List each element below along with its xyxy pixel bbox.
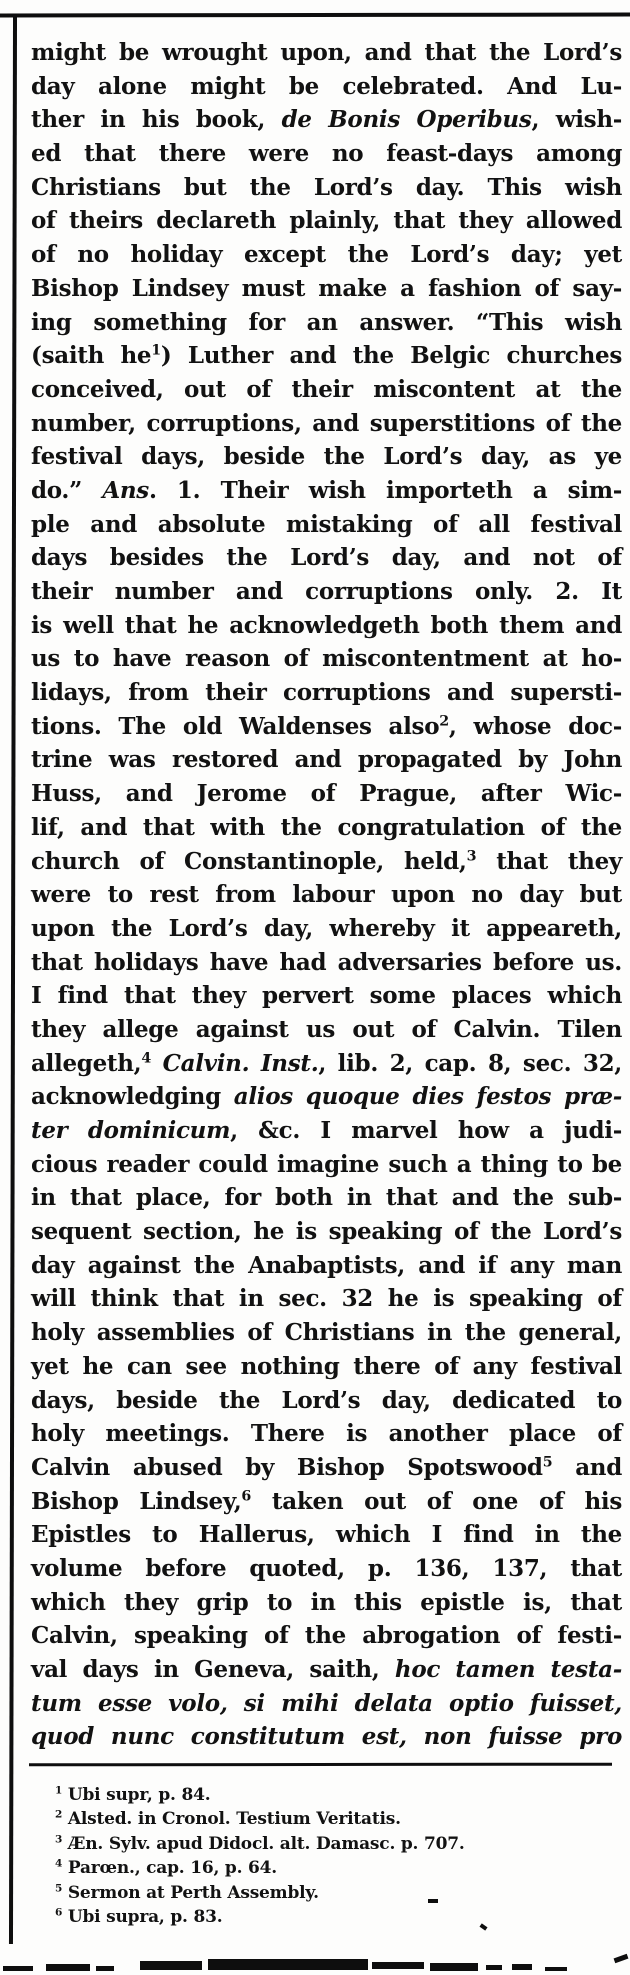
text-line: trine was restored and propagated by John — [31, 746, 622, 774]
footnote-reference: 4 — [141, 1049, 152, 1066]
scan-artifact — [208, 1959, 368, 1970]
text-line: ed that there were no feast-days among — [31, 140, 622, 168]
footnote-marker: 1 — [55, 1784, 63, 1797]
text-line: sequent section, he is speaking of the Lord’s — [31, 1218, 622, 1246]
scan-artifact — [545, 1967, 567, 1971]
text-line: quod nunc constitutum est, non fuisse pro — [31, 1723, 622, 1751]
text-line: I find that they pervert some places which — [31, 982, 622, 1010]
text-line: Calvin, speaking of the abrogation of festi- — [31, 1622, 622, 1650]
text-line: might be wrought upon, and that the Lord’s — [31, 39, 622, 66]
footnote-reference: 2 — [439, 713, 449, 730]
footnotes-block — [55, 1783, 615, 1929]
scan-artifact — [3, 1966, 33, 1971]
footnote-text: Æn. Sylv. apud Didocl. alt. Damasc. p. 707. — [62, 1833, 465, 1854]
text-line: they allege against us out of Calvin. Tilen — [31, 1015, 622, 1043]
text-line: tum esse volo, si mihi delata optio fuisset, — [31, 1689, 622, 1717]
text-line: days, beside the Lord’s day, dedicated to — [31, 1386, 622, 1414]
footnote — [55, 1783, 615, 1807]
footnote — [55, 1807, 615, 1831]
footnote-marker: 2 — [55, 1808, 63, 1821]
text-line: us to have reason of miscontentment at ho- — [31, 645, 622, 673]
text-line: were to rest from labour upon no day but — [31, 881, 622, 909]
footnote-marker: 4 — [55, 1857, 63, 1870]
footnote — [55, 1881, 615, 1905]
text-line: do.” Ans. 1. Their wish importeth a sim- — [31, 476, 622, 504]
text-line: ter dominicum, &c. I marvel how a judi- — [31, 1117, 622, 1144]
text-line: that holidays have had adversaries before us. — [31, 948, 622, 976]
text-line: Christians but the Lord’s day. This wish — [31, 173, 622, 201]
footnote-reference: 5 — [542, 1454, 553, 1471]
scan-artifact — [46, 1964, 90, 1971]
footnote-marker: 3 — [55, 1833, 63, 1846]
text-line: (saith $he^1$) Luther and the Belgic churches — [31, 342, 622, 370]
footnote-text: Ubi supra, p. 83. — [62, 1906, 223, 1927]
text-line: of no holiday except the Lord’s day; yet — [31, 241, 622, 269]
text-line: Huss, and Jerome of Prague, after Wic- — [31, 780, 622, 808]
scan-artifact — [512, 1964, 532, 1970]
text-line: ing something for an answer. “This wish — [31, 308, 622, 336]
text-line: lif, and that with the congratulation of the — [31, 813, 622, 841]
footnote-reference: 1 — [151, 342, 161, 359]
text-line: is well that he acknowledgeth both them and — [31, 611, 622, 639]
text-line: tions. The old Waldenses also$^2$, whose doc- — [31, 712, 623, 740]
text-line: day alone might be celebrated. And Lu- — [31, 72, 622, 100]
footnote — [55, 1905, 615, 1929]
text-line: their number and corruptions only. 2. It — [31, 578, 622, 605]
top-border-rule — [0, 13, 630, 18]
footnote-reference: 6 — [241, 1487, 252, 1504]
text-line: Bishop Lindsey,$^6$ taken out of one of his — [31, 1487, 622, 1515]
footnote-text: Parœn., cap. 16, p. 64. — [62, 1858, 278, 1879]
scan-artifact — [614, 1954, 629, 1963]
text-line: holy meetings. There is another place of — [31, 1420, 622, 1448]
text-line: Bishop Lindsey must make a fashion of say- — [31, 274, 622, 302]
footnote-marker: 6 — [55, 1906, 63, 1919]
text-line: acknowledging alios quoque dies festos præ- — [31, 1083, 622, 1111]
text-line: val days in Geneva, saith, hoc tamen testa- — [31, 1656, 623, 1683]
text-line: day against the Anabaptists, and if any man — [31, 1251, 622, 1279]
scan-artifact — [486, 1965, 502, 1970]
footnote — [55, 1856, 615, 1880]
text-line: festival days, beside the Lord’s day, as ye — [31, 443, 622, 471]
text-line: of theirs declareth plainly, that they allowed — [31, 207, 622, 235]
text-line: cious reader could imagine such a thing to be — [31, 1150, 622, 1178]
main-text-column — [31, 36, 622, 1754]
text-line: conceived, out of their miscontent at the — [31, 375, 622, 403]
text-line: which they grip to in this epistle is, that — [31, 1588, 622, 1616]
text-line: holy assemblies of Christians in the general, — [31, 1319, 622, 1347]
text-line: will think that in sec. 32 he is speaking of — [31, 1285, 622, 1313]
text-line: Calvin abused by Bishop Spotswood$^5$ and — [31, 1453, 622, 1481]
text-line: in that place, for both in that and the sub- — [31, 1184, 622, 1212]
footnote-text: Alsted. in Cronol. Testium Veritatis. — [62, 1809, 401, 1830]
footnote-text: Sermon at Perth Assembly. — [62, 1882, 319, 1903]
text-line: upon the Lord’s day, whereby it appeareth, — [31, 914, 622, 942]
scan-artifact — [140, 1961, 202, 1970]
text-line: yet he can see nothing there of any festival — [31, 1352, 622, 1380]
text-line: volume before quoted, p. 136, 137, that — [31, 1554, 622, 1582]
text-line: days besides the Lord’s day, and not of — [31, 544, 622, 572]
text-line: Epistles to Hallerus, which I find in the — [31, 1521, 622, 1549]
text-line: number, corruptions, and superstitions of the — [31, 409, 622, 437]
scan-artifact — [430, 1963, 478, 1971]
footnote-marker: 5 — [55, 1881, 63, 1894]
text-line: lidays, from their corruptions and supersti- — [31, 679, 622, 707]
text-line: ple and absolute mistaking of all festival — [31, 510, 622, 538]
left-border-rule — [9, 14, 17, 1944]
footnote-separator-rule — [29, 1763, 612, 1767]
footnote-text: Ubi supr, p. 84. — [62, 1785, 211, 1805]
scan-artifact — [372, 1962, 424, 1969]
footnote-reference: 3 — [466, 847, 477, 864]
footnote — [55, 1832, 615, 1856]
text-line: church of Constantinople, held,$^3$ that they — [31, 847, 622, 875]
text-line: allegeth,$^4$ Calvin. Inst., lib. 2, cap. 8, sec. 32, — [31, 1049, 622, 1077]
scan-artifact — [96, 1966, 114, 1971]
scan-artifact — [428, 1899, 438, 1903]
text-line: ther in his book, de Bonis Operibus, wish- — [31, 106, 622, 134]
